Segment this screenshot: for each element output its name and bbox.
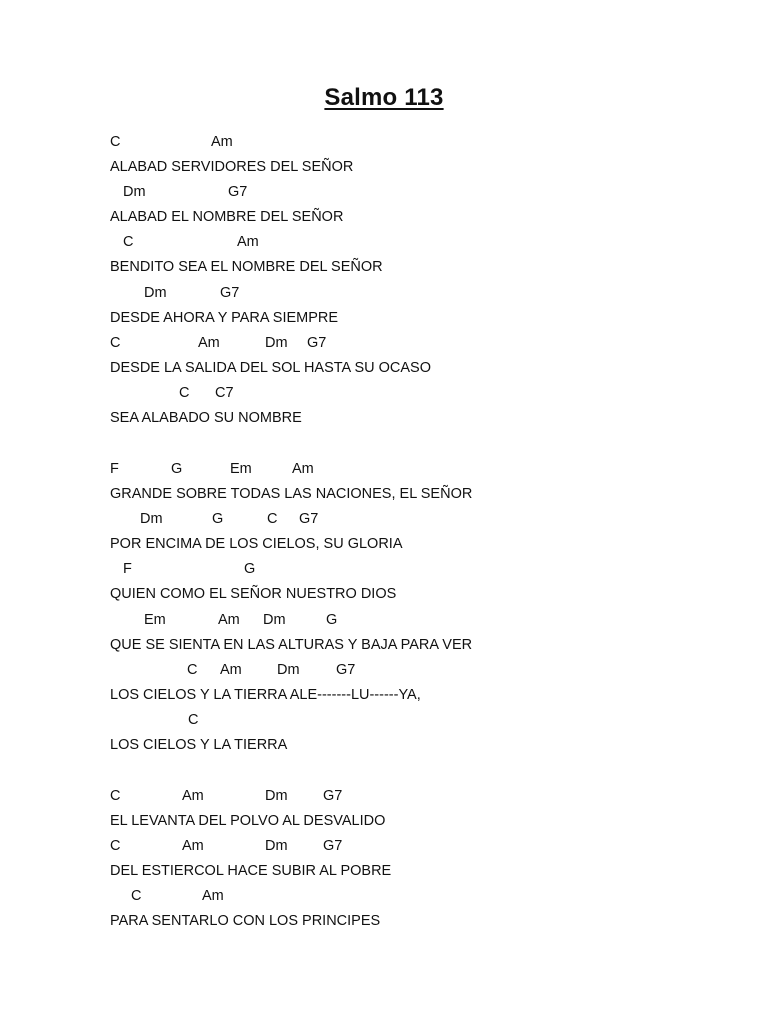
chord: G7 [307,335,327,351]
chord: Am [211,134,233,150]
chord: G7 [323,788,343,804]
chord: G7 [220,285,240,301]
chord: G7 [228,184,248,200]
lyric-line: POR ENCIMA DE LOS CIELOS, SU GLORIA [110,536,403,552]
lyric-line: LOS CIELOS Y LA TIERRA [110,737,288,753]
lyric-line: DEL ESTIERCOL HACE SUBIR AL POBRE [110,863,392,879]
chord: G [326,612,338,628]
chord: Em [144,612,166,628]
chord: C [110,788,121,804]
chord: G [244,561,256,577]
lyric-line: DESDE AHORA Y PARA SIEMPRE [110,310,339,326]
chord: C [267,511,278,527]
lyric-line: BENDITO SEA EL NOMBRE DEL SEÑOR [110,259,383,275]
chord: F [123,561,132,577]
lyric-line: PARA SENTARLO CON LOS PRINCIPES [110,913,381,929]
chord: G [212,511,224,527]
chord: Am [182,838,204,854]
chord: G7 [299,511,319,527]
lyric-line: EL LEVANTA DEL POLVO AL DESVALIDO [110,813,386,829]
chord: C [110,134,121,150]
chord: Dm [265,335,288,351]
chord: Dm [140,511,163,527]
lyric-line: ALABAD SERVIDORES DEL SEÑOR [110,159,354,175]
chord: C [187,662,198,678]
lyric-line: QUE SE SIENTA EN LAS ALTURAS Y BAJA PARA VER [110,637,473,653]
chord: Em [230,461,252,477]
lyric-line: ALABAD EL NOMBRE DEL SEÑOR [110,209,344,225]
chord: C [110,335,121,351]
chord: Dm [265,788,288,804]
chord: Dm [123,184,146,200]
chord: C [188,712,199,728]
chord: C [110,838,121,854]
lyric-line: GRANDE SOBRE TODAS LAS NACIONES, EL SEÑOR [110,486,473,502]
chord: C7 [215,385,234,401]
lyric-line: QUIEN COMO EL SEÑOR NUESTRO DIOS [110,586,397,602]
chord: C [179,385,190,401]
chord: Dm [144,285,167,301]
page-title: Salmo 113 [324,84,444,111]
chord: G [171,461,183,477]
chord: C [123,234,134,250]
lyric-line: SEA ALABADO SU NOMBRE [110,410,302,426]
chord: F [110,461,119,477]
chord: Dm [277,662,300,678]
chord: Dm [265,838,288,854]
chord: Dm [263,612,286,628]
lyric-line: DESDE LA SALIDA DEL SOL HASTA SU OCASO [110,360,431,376]
lyric-line: LOS CIELOS Y LA TIERRA ALE-------LU------YA, [110,687,421,703]
chord: G7 [336,662,356,678]
chord: Am [198,335,220,351]
chord: Am [292,461,314,477]
chord: Am [182,788,204,804]
chord: G7 [323,838,343,854]
chord: Am [237,234,259,250]
chord: Am [218,612,240,628]
chord: C [131,888,142,904]
chord: Am [202,888,224,904]
chord: Am [220,662,242,678]
